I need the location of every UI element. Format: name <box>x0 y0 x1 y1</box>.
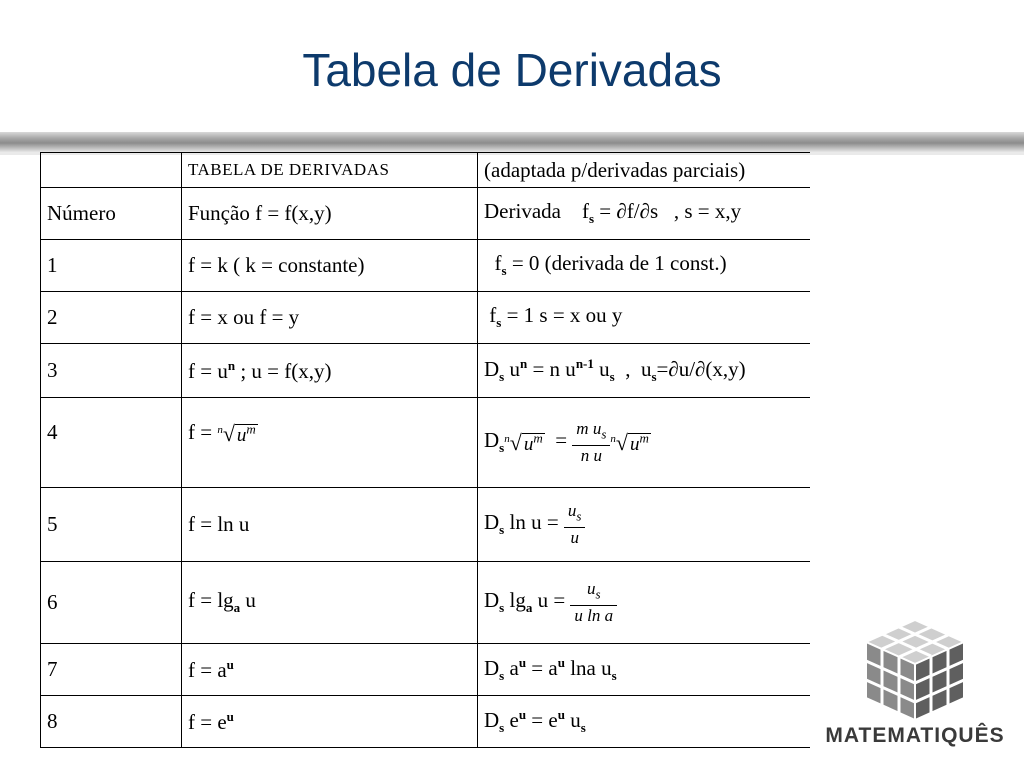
table-row <box>41 644 811 696</box>
table-row <box>41 344 811 398</box>
row-function: $f = e^u$ <box>182 696 478 748</box>
table-row <box>41 696 811 748</box>
row-function: $f = \lg_a u$ <box>182 562 478 644</box>
row-derivative: $D_s$ $a^u = a^u$ lna $u_s$ <box>478 644 811 696</box>
title-divider <box>0 132 1024 152</box>
row-number: 5 <box>41 488 182 562</box>
table-row <box>41 398 811 488</box>
row-function: f = $^n$√ $u^m$ <box>182 398 478 488</box>
derivatives-table <box>40 152 810 748</box>
table-row <box>41 488 811 562</box>
row-function: f = ln u <box>182 488 478 562</box>
row-function: $f = u^n$ ; u = f(x,y) <box>182 344 478 398</box>
row-number: 6 <box>41 562 182 644</box>
slide-title: Tabela de Derivadas <box>302 44 722 96</box>
table-row <box>41 562 811 644</box>
logo-text: MATEMATIQUÊS <box>825 724 1005 747</box>
table-columns-row <box>41 188 811 240</box>
table-row <box>41 240 811 292</box>
row-derivative: $D_s$ $u^n = n$ $u^{n-1}$ $u_s$ , $u_s=\partial u/\partial(x,y)$ <box>478 344 811 398</box>
derivatives-table-image <box>40 152 810 752</box>
row-derivative: $D_s$ $\lg_a u$ = $\frac{u_s}{\text{u ln a}}$ <box>478 562 811 644</box>
row-derivative: $D_s^n√$ $u^m$ = $\frac{m u_s}{\text{n u}}$ $^n$√ $u^m$ <box>478 398 811 488</box>
row-function: f = x ou f = y <box>182 292 478 344</box>
row-derivative: $D_s$ ln u = $\frac{u_s}{u}$ <box>478 488 811 562</box>
row-derivative: $f_s = 0$ (derivada de 1 const.) <box>478 240 811 292</box>
header-table-title: TABELA DE DERIVADAS <box>182 153 478 188</box>
row-derivative: $D_s$ $e^u = e^u$ $u_s$ <box>478 696 811 748</box>
row-function: $f = a^u$ <box>182 644 478 696</box>
row-number: 7 <box>41 644 182 696</box>
row-number: 3 <box>41 344 182 398</box>
row-number: 8 <box>41 696 182 748</box>
rubiks-cube-icon <box>815 612 1015 724</box>
row-number: 1 <box>41 240 182 292</box>
row-number: 2 <box>41 292 182 344</box>
header-table-subtitle: (adaptada p/derivadas parciais) <box>478 153 811 188</box>
row-function: f = k ( k = constante) <box>182 240 478 292</box>
row-derivative: $f_s = 1$ s = x ou y <box>478 292 811 344</box>
table-header-row <box>41 153 811 188</box>
table-row <box>41 292 811 344</box>
column-number: Número <box>41 188 182 240</box>
column-derivative: Derivada $f_s = \partial f/\partial s$ , s = x,y <box>478 188 811 240</box>
matematiques-logo <box>815 612 1015 762</box>
row-number: 4 <box>41 398 182 488</box>
column-function: Função f = f(x,y) <box>182 188 478 240</box>
header-cell-empty <box>41 153 182 188</box>
